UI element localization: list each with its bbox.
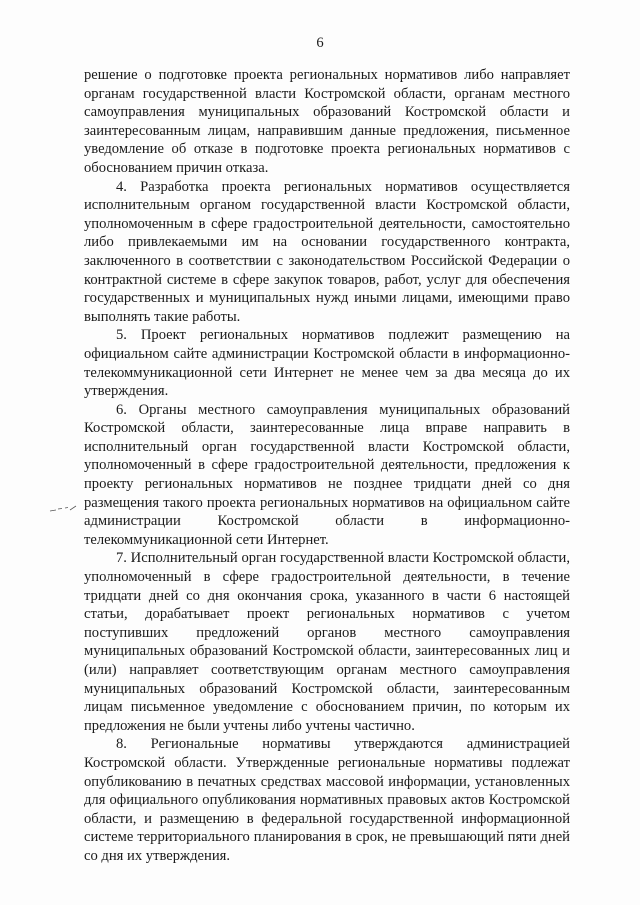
scan-mark-graphic xyxy=(48,502,78,516)
paragraph-item-4: 4. Разработка проекта региональных нормативов осуществляется исполнительным органом государственной власти Костромской области, уполномоченным в сфере градостроительной деятельности, самостоятельно либо привлекаемыми им на основании государственного контракта, заключенного в соответствии с законодательством Российской Федерации о контрактной системе в сфере закупок товаров, работ, услуг для обеспечения государственных и муниципальных нужд иными лицами, имеющими право выполнять такие работы. xyxy=(84,178,570,325)
paragraph-item-5: 5. Проект региональных нормативов подлежит размещению на официальном сайте администрации Костромской области в информационно-телекоммуникационной сети Интернет не менее чем за два месяца до их утверждения. xyxy=(84,327,570,400)
body-text xyxy=(84,66,570,866)
paragraph-continuation: решение о подготовке проекта региональных нормативов либо направляет органам государственной власти Костромской области, органам местного самоуправления муниципальных образований Костромской области и заинтересованным лицам, направившим данные предложения, письменное уведомление об отказе в подготовке проекта региональных нормативов с обоснованием причин отказа. xyxy=(84,67,570,176)
page-number: 6 xyxy=(316,35,324,51)
paragraph-item-7: 7. Исполнительный орган государственной власти Костромской области, уполномоченный в сфере градостроительной деятельности, в течение тридцати дней со дня окончания срока, указанного в части 6 настоящей статьи, дорабатывает проект региональных нормативов с учетом поступивших предложений органов местного самоуправления муниципальных образований Костромской области, заинтересованных лиц и (или) направляет соответствующим органам местного самоуправления муниципальных образований Костромской области, заинтересованным лицам письменное уведомление с обоснованием причин, по которым их предложения не были учтены либо учтены частично. xyxy=(84,550,570,734)
paragraph-item-6: 6. Органы местного самоуправления муниципальных образований Костромской области, заинтересованные лица вправе направить в исполнительный орган государственной власти Костромской области, уполномоченный в сфере градостроительной деятельности, предложения к проекту региональных нормативов не позднее тридцати дней со дня размещения такого проекта региональных нормативов на официальном сайте администрации Костромской области в информационно-телекоммуникационной сети Интернет. xyxy=(84,401,570,548)
paragraph-item-8: 8. Региональные нормативы утверждаются администрацией Костромской области. Утвержденные региональные нормативы подлежат опубликованию в печатных средствах массовой информации, установленных для официального опубликования нормативных правовых актов Костромской области, и размещению в федеральной государственной информационной системе территориального планирования в срок, не превышающий пяти дней со дня их утверждения. xyxy=(84,736,570,864)
